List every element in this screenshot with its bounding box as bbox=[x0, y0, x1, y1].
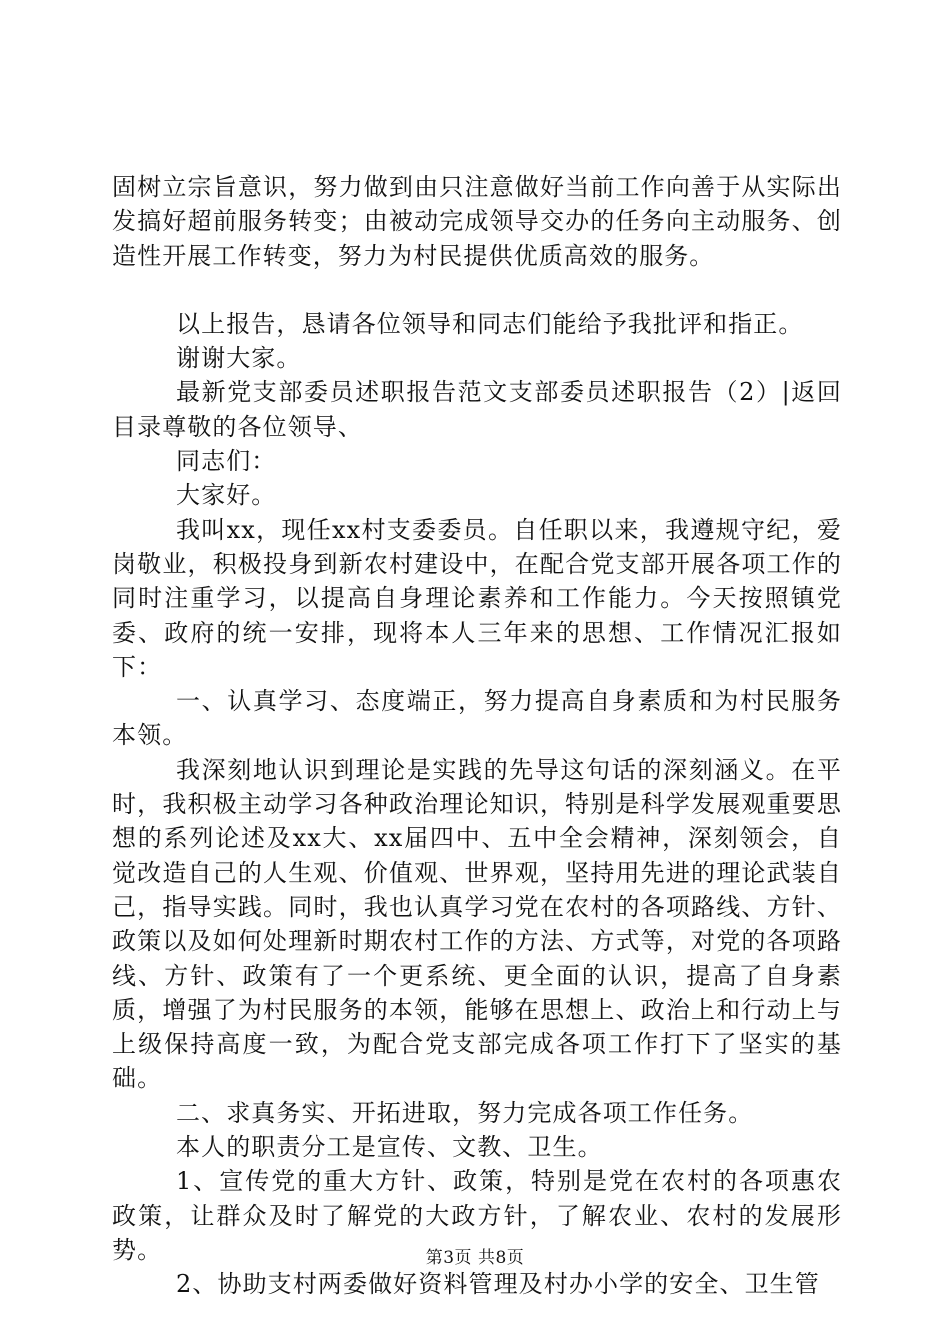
paragraph-study: 我深刻地认识到理论是实践的先导这句话的深刻涵义。在平时，我积极主动学习各种政治理论知识，特别是科学发展观重要思想的系列论述及xx大、xx届四中、五中全会精神，深刻领会，自觉改造自己的人生观、价值观、世界观，坚持用先进的理论武装自己，指导实践。同时，我也认真学习党在农村的各项路线、方针、政策以及如何处理新时期农村工作的方法、方式等，对党的各项路线、方针、政策有了一个更系统、更全面的认识，提高了自身素质，增强了为村民服务的本领，能够在思想上、政治上和行动上与上级保持高度一致，为配合党支部完成各项工作打下了坚实的基础。 bbox=[112, 755, 842, 1093]
paragraph-introduction: 我叫xx，现任xx村支委委员。自任职以来，我遵规守纪，爱岗敬业，积极投身到新农村建设中，在配合党支部开展各项工作的同时注重学习，以提高自身理论素养和工作能力。今天按照镇党委、政府的统一安排，现将本人三年来的思想、工作情况汇报如下： bbox=[112, 515, 842, 681]
paragraph-heading-one: 一、认真学习、态度端正，努力提高自身素质和为村民服务本领。 bbox=[112, 687, 842, 750]
paragraph-greeting: 大家好。 bbox=[176, 481, 277, 510]
paragraph-salutation: 同志们： bbox=[176, 447, 277, 476]
page-number-footer: 第3页 共8页 bbox=[425, 1248, 525, 1268]
paragraph-item-one: 1、宣传党的重大方针、政策，特别是党在农村的各项惠农政策，让群众及时了解党的大政方针，了解农业、农村的发展形势。 bbox=[112, 1167, 842, 1264]
paragraph-heading-two: 二、求真务实、开拓进取，努力完成各项工作任务。 bbox=[176, 1098, 754, 1127]
paragraph-continuation: 固树立宗旨意识，努力做到由只注意做好当前工作向善于从实际出发搞好超前服务转变；由被动完成领导交办的任务向主动服务、创造性开展工作转变，努力为村民提供优质高效的服务。 bbox=[112, 173, 842, 270]
paragraph-thanks: 谢谢大家。 bbox=[176, 344, 302, 373]
paragraph-duties: 本人的职责分工是宣传、文教、卫生。 bbox=[176, 1133, 603, 1162]
paragraph-closing-request: 以上报告，恳请各位领导和同志们能给予我批评和指正。 bbox=[176, 309, 804, 338]
paragraph-section-title: 最新党支部委员述职报告范文支部委员述职报告（2）|返回目录尊敬的各位领导、 bbox=[112, 378, 842, 441]
document-body bbox=[112, 170, 842, 1302]
paragraph-item-two: 2、协助支村两委做好资料管理及村办小学的安全、卫生管 bbox=[176, 1270, 820, 1299]
